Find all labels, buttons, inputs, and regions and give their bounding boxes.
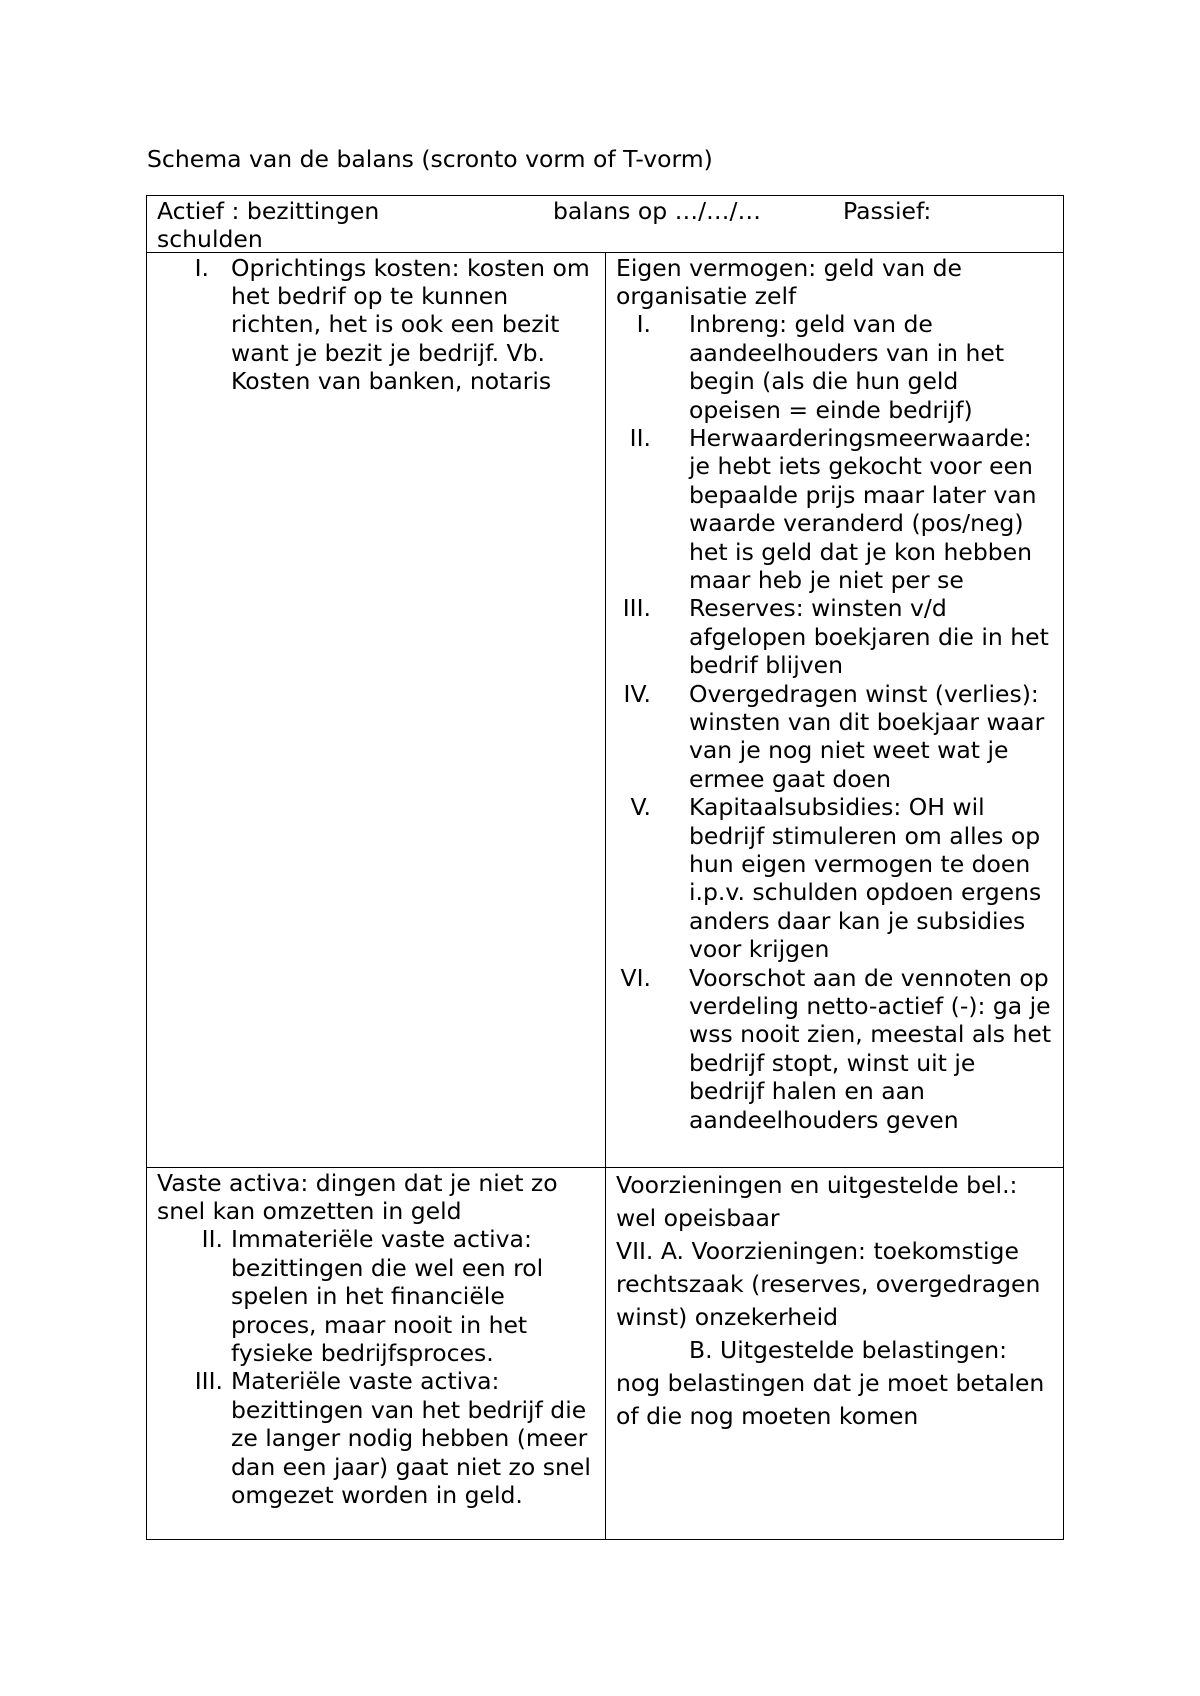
list-item (616, 424, 1053, 594)
header-schulden: schulden (157, 225, 263, 253)
list-item (616, 964, 1053, 1134)
item-text: Voorschot aan de vennoten op verdeling netto-actief (-): ga je wss nooit zien, meestal als het bedrijf stopt, winst uit je bedrijf halen en aan aandeelhouders geven (689, 963, 1052, 1134)
item-text: Inbreng: geld van de aandeelhouders van in het begin (als die hun geld opeisen = einde bedrijf) (689, 310, 1005, 424)
cell-heading: Vaste activa: dingen dat je niet zo snel kan omzetten in geld (157, 1168, 558, 1225)
list-item (616, 594, 1053, 679)
item-text: Kapitaalsubsidies: OH wil bedrijf stimuleren om alles op hun eigen vermogen te doen i.p.v. schulden opdoen ergens anders daar kan je subsidies voor krijgen (689, 793, 1042, 964)
list-item (157, 1225, 595, 1367)
item-number: V. (630, 793, 651, 822)
item-number: III. (194, 1367, 223, 1396)
item-number: II. (201, 1225, 223, 1254)
cell-voorzieningen (606, 1167, 1064, 1539)
cell-oprichtingskosten (147, 252, 606, 1167)
document-title: Schema van de balans (scronto vorm of T-vorm) (147, 145, 713, 173)
list-item (616, 680, 1053, 794)
item-text: Immateriële vaste activa: bezittingen die wel een rol spelen in het financiële proces, maar nooit in het fysieke bedrijfsproces. (231, 1225, 544, 1367)
cell-eigen-vermogen (606, 252, 1064, 1167)
item-text: Materiële vaste activa: bezittingen van het bedrijf die ze langer nodig hebben (meer dan een jaar) gaat niet zo snel omgezet worden in geld. (231, 1367, 591, 1509)
t-form (146, 252, 1064, 1540)
item-number: II. (629, 423, 651, 452)
cell-heading: Eigen vermogen: geld van de organisatie zelf (616, 253, 962, 310)
list-item (616, 310, 1053, 424)
item-number: I. (636, 310, 651, 339)
list-item (157, 254, 595, 396)
table-row (147, 252, 1064, 1167)
uitgestelde-belastingen-text: nog belastingen dat je moet betalen of die nog moeten komen (616, 1368, 1045, 1430)
item-text: Reserves: winsten v/d afgelopen boekjaren die in het bedrif blijven (689, 594, 1049, 680)
cell-vaste-activa (147, 1167, 606, 1539)
item-text: Herwaarderingsmeerwaarde: je hebt iets gekocht voor een bepaalde prijs maar later van waarde veranderd (pos/neg) het is geld dat je kon hebben maar heb je niet per se (689, 423, 1037, 594)
list-item (157, 1367, 595, 1509)
header-balans-date: balans op …/…/… (553, 197, 761, 225)
item-number: VI. (620, 963, 651, 992)
header-passief: Passief: (843, 197, 932, 225)
balance-sheet-table (146, 195, 1064, 1540)
table-row (147, 1167, 1064, 1539)
header-actief: Actief : bezittingen (157, 197, 380, 225)
item-text: Overgedragen winst (verlies): winsten van dit boekjaar waar van je nog niet weet wat je ermee gaat doen (689, 679, 1045, 793)
table-header (146, 195, 1064, 253)
list-item (616, 793, 1053, 963)
uitgestelde-belastingen-heading: B. Uitgestelde belastingen: (689, 1335, 1008, 1364)
item-text: Oprichtings kosten: kosten om het bedrif op te kunnen richten, het is ook een bezit want je bezit je bedrijf. Vb. Kosten van banken, notaris (231, 253, 590, 396)
voorzieningen-heading: Voorzieningen en uitgestelde bel.: wel opeisbaar (616, 1170, 1018, 1232)
item-number: III. (622, 594, 651, 623)
item-number: IV. (623, 679, 651, 708)
item-number: I. (194, 253, 209, 282)
voorzieningen-item-a: VII. A. Voorzieningen: toekomstige rechtszaak (reserves, overgedragen winst) onzekerheid (616, 1236, 1041, 1331)
